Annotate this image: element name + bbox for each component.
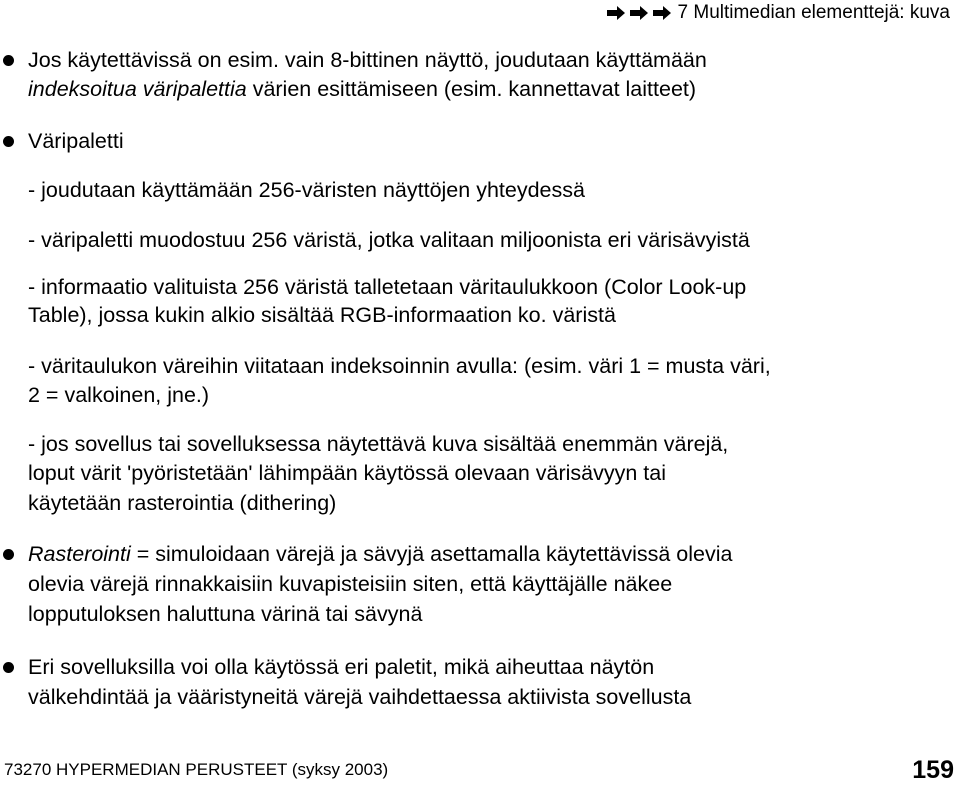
body-line: olevia värejä rinnakkaisiin kuvapisteisiin siten, että käyttäjälle näkee [28,572,673,596]
header-title: 7 Multimedian elementtejä: kuva [677,2,950,23]
body-line: - väripaletti muodostuu 256 väristä, jotka valitaan miljoonista eri värisävyistä [28,228,750,252]
body-line: - jos sovellus tai sovelluksessa näytettävä kuva sisältää enemmän värejä, [28,432,729,456]
slide-header [606,0,950,26]
body-line: - informaatio valituista 256 väristä talletetaan väritaulukkoon (Color Look-up [28,275,747,299]
body-line: - joudutaan käyttämään 256-väristen näyttöjen yhteydessä [28,178,585,202]
footer-course: 73270 HYPERMEDIAN PERUSTEET (syksy 2003) [4,760,389,779]
body-line: 2 = valkoinen, jne.) [28,383,210,407]
body-line: Väripaletti [28,129,124,153]
bullet-icon [3,136,14,147]
body-line [28,76,696,102]
arrow-group [606,5,672,21]
body-line: lopputuloksen haluttuna värinä tai sävynä [28,602,423,626]
body-line: välkehdintää ja vääristyneitä värejä vaihdettaessa aktiivista sovellusta [28,685,692,709]
body-line: - väritaulukon väreihin viitataan indeksoinnin avulla: (esim. väri 1 = musta väri, [28,354,771,378]
bullet-icon [3,549,14,560]
emphasis-text: indeksoitua väripalettia [28,77,247,101]
emphasis-text: Rasterointi [28,542,131,566]
page-number: 159 [912,756,954,784]
body-line: loput värit 'pyöristetään' lähimpään käytössä olevaan värisävyyn tai [28,461,667,485]
bullet-icon [3,662,14,673]
body-text: = simuloidaan värejä ja sävyjä asettamalla käytettävissä olevia [130,542,733,566]
right-arrow-icon [629,5,649,21]
body-line: Table), jossa kukin alkio sisältää RGB-informaation ko. väristä [28,303,616,327]
right-arrow-icon [606,5,626,21]
bullet-icon [3,55,14,66]
body-line: Jos käytettävissä on esim. vain 8-bittinen näyttö, joudutaan käyttämään [28,48,707,72]
body-text: värien esittämiseen (esim. kannettavat laitteet) [246,77,697,101]
body-line: käytetään rasterointia (dithering) [28,491,337,515]
right-arrow-icon [652,5,672,21]
body-line: Eri sovelluksilla voi olla käytössä eri paletit, mikä aiheuttaa näytön [28,655,655,679]
body-line [28,541,732,567]
